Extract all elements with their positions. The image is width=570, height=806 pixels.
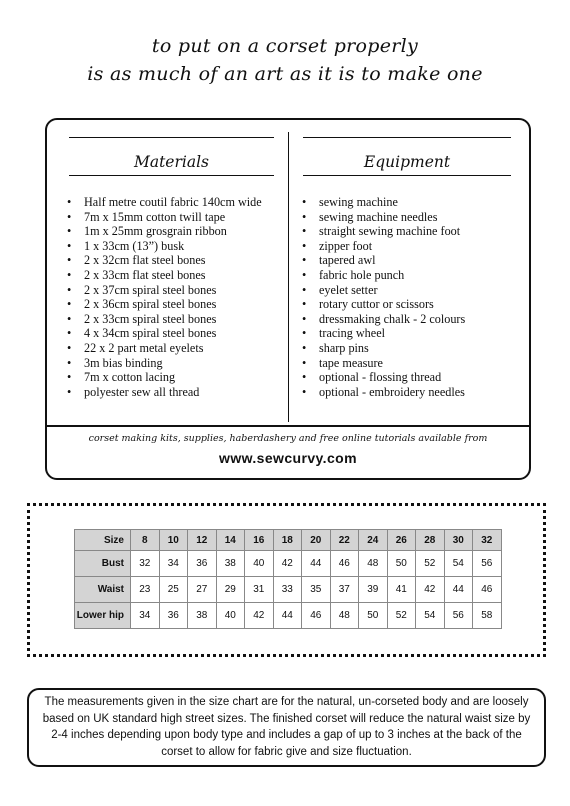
materials-item xyxy=(67,385,282,400)
bullet-icon: • xyxy=(67,340,72,355)
size-cell: 40 xyxy=(216,603,245,629)
equipment-item xyxy=(302,370,522,385)
materials-item xyxy=(67,283,282,298)
equipment-item-label: optional - flossing thread xyxy=(319,370,442,385)
size-row-label: Waist xyxy=(75,577,131,603)
materials-item xyxy=(67,341,282,356)
size-cell: 38 xyxy=(188,603,217,629)
bullet-icon: • xyxy=(302,195,307,209)
bullet-icon: • xyxy=(302,267,307,282)
materials-item-label: Half metre coutil fabric 140cm wide xyxy=(84,195,262,209)
equipment-item-label: optional - embroidery needles xyxy=(319,384,465,399)
equipment-item xyxy=(302,283,522,298)
materials-top-rule xyxy=(69,137,274,138)
equipment-item-label: dressmaking chalk - 2 colours xyxy=(319,311,466,326)
card-footer-divider xyxy=(47,425,529,427)
equipment-item xyxy=(302,239,522,254)
size-cell: 34 xyxy=(131,603,160,629)
materials-item xyxy=(67,297,282,312)
materials-item-label: 3m bias binding xyxy=(84,355,163,370)
materials-item-label: 1m x 25mm grosgrain ribbon xyxy=(84,224,227,239)
bullet-icon: • xyxy=(302,253,307,268)
size-cell: 35 xyxy=(302,577,331,603)
size-chart-box xyxy=(27,503,546,657)
bullet-icon: • xyxy=(67,209,72,224)
size-row xyxy=(75,551,502,577)
size-row-label: Lower hip xyxy=(75,603,131,629)
size-header-cell: 8 xyxy=(131,530,160,551)
size-cell: 38 xyxy=(216,551,245,577)
bullet-icon: • xyxy=(302,209,307,224)
size-cell: 39 xyxy=(359,577,388,603)
equipment-item-label: straight sewing machine foot xyxy=(319,224,461,239)
size-cell: 25 xyxy=(159,577,188,603)
size-row xyxy=(75,577,502,603)
materials-item xyxy=(67,253,282,268)
equipment-item-label: tape measure xyxy=(319,355,383,370)
size-cell: 36 xyxy=(159,603,188,629)
equipment-item-label: sewing machine needles xyxy=(319,209,438,224)
size-cell: 50 xyxy=(359,603,388,629)
materials-item xyxy=(67,268,282,283)
materials-item-label: polyester sew all thread xyxy=(84,384,200,399)
bullet-icon: • xyxy=(67,195,72,209)
materials-item xyxy=(67,326,282,341)
size-cell: 50 xyxy=(387,551,416,577)
equipment-item-label: sharp pins xyxy=(319,340,369,355)
bullet-icon: • xyxy=(302,370,307,385)
bullet-icon: • xyxy=(67,311,72,326)
equipment-item xyxy=(302,224,522,239)
size-row xyxy=(75,603,502,629)
size-cell: 52 xyxy=(387,603,416,629)
equipment-item-label: eyelet setter xyxy=(319,282,378,297)
materials-item-label: 7m x 15mm cotton twill tape xyxy=(84,209,226,224)
bullet-icon: • xyxy=(302,311,307,326)
equipment-item xyxy=(302,253,522,268)
size-header-cell: 32 xyxy=(473,530,502,551)
equipment-item-label: zipper foot xyxy=(319,238,373,253)
size-cell: 44 xyxy=(273,603,302,629)
size-header-cell: 10 xyxy=(159,530,188,551)
size-cell: 46 xyxy=(302,603,331,629)
bullet-icon: • xyxy=(67,282,72,297)
bullet-icon: • xyxy=(302,282,307,297)
size-cell: 42 xyxy=(273,551,302,577)
bullet-icon: • xyxy=(302,224,307,239)
size-cell: 32 xyxy=(131,551,160,577)
size-header-cell: 18 xyxy=(273,530,302,551)
headline-line-2: is as much of an art as it is to make one xyxy=(87,63,483,85)
equipment-item xyxy=(302,341,522,356)
materials-list xyxy=(67,195,282,399)
equipment-title-rule xyxy=(303,175,511,176)
materials-item-label: 1 x 33cm (13”) busk xyxy=(84,238,185,253)
bullet-icon: • xyxy=(302,340,307,355)
size-cell: 33 xyxy=(273,577,302,603)
materials-item xyxy=(67,312,282,327)
materials-item xyxy=(67,356,282,371)
bullet-icon: • xyxy=(67,238,72,253)
bullet-icon: • xyxy=(67,253,72,268)
materials-item xyxy=(67,224,282,239)
size-header-cell: 24 xyxy=(359,530,388,551)
materials-item-label: 2 x 32cm flat steel bones xyxy=(84,253,206,268)
equipment-item xyxy=(302,326,522,341)
size-row-label: Bust xyxy=(75,551,131,577)
size-cell: 29 xyxy=(216,577,245,603)
materials-item-label: 2 x 33cm spiral steel bones xyxy=(84,311,217,326)
size-cell: 58 xyxy=(473,603,502,629)
materials-item xyxy=(67,210,282,225)
materials-equipment-card xyxy=(45,118,531,480)
size-cell: 54 xyxy=(416,603,445,629)
column-divider xyxy=(288,132,289,422)
bullet-icon: • xyxy=(302,355,307,370)
bullet-icon: • xyxy=(302,297,307,312)
bullet-icon: • xyxy=(67,297,72,312)
equipment-item xyxy=(302,385,522,400)
bullet-icon: • xyxy=(67,326,72,341)
materials-item xyxy=(67,195,282,210)
equipment-title: Equipment xyxy=(363,153,451,171)
size-cell: 56 xyxy=(444,603,473,629)
equipment-item xyxy=(302,312,522,327)
size-cell: 48 xyxy=(330,603,359,629)
materials-item-label: 22 x 2 part metal eyelets xyxy=(84,340,204,355)
equipment-list xyxy=(302,195,522,399)
size-header-cell: 28 xyxy=(416,530,445,551)
size-cell: 42 xyxy=(416,577,445,603)
website-url[interactable]: www.sewcurvy.com xyxy=(219,450,357,466)
measurement-note-box xyxy=(27,688,546,767)
bullet-icon: • xyxy=(67,224,72,239)
size-cell: 52 xyxy=(416,551,445,577)
size-cell: 46 xyxy=(473,577,502,603)
materials-item-label: 7m x cotton lacing xyxy=(84,370,176,385)
equipment-item-label: fabric hole punch xyxy=(319,267,405,282)
size-cell: 44 xyxy=(444,577,473,603)
equipment-top-rule xyxy=(303,137,511,138)
size-header-cell: 14 xyxy=(216,530,245,551)
equipment-item xyxy=(302,268,522,283)
equipment-item-label: tapered awl xyxy=(319,253,376,268)
size-header-cell: 16 xyxy=(245,530,274,551)
size-header-cell: 30 xyxy=(444,530,473,551)
materials-title-rule xyxy=(69,175,274,176)
bullet-icon: • xyxy=(302,326,307,341)
size-header-cell: 26 xyxy=(387,530,416,551)
bullet-icon: • xyxy=(302,238,307,253)
equipment-item xyxy=(302,195,522,210)
size-cell: 48 xyxy=(359,551,388,577)
size-cell: 46 xyxy=(330,551,359,577)
equipment-item-label: rotary cuttor or scissors xyxy=(319,297,434,312)
bullet-icon: • xyxy=(67,370,72,385)
size-cell: 36 xyxy=(188,551,217,577)
size-header-label: Size xyxy=(75,530,131,551)
size-cell: 40 xyxy=(245,551,274,577)
bullet-icon: • xyxy=(67,384,72,399)
materials-item xyxy=(67,370,282,385)
materials-item-label: 2 x 36cm spiral steel bones xyxy=(84,297,217,312)
size-cell: 31 xyxy=(245,577,274,603)
measurement-note-text: The measurements given in the size chart are for the natural, un-corseted body and are loosely based on UK standard high street sizes. The finished corset will reduce the natural waist size by 2-4 inches depending upon body type and includes a gap of up to 3 inches at the back of the corset to allow for fabric give and size fluctuation. xyxy=(42,696,531,758)
bullet-icon: • xyxy=(67,267,72,282)
bullet-icon: • xyxy=(302,384,307,399)
equipment-item-label: tracing wheel xyxy=(319,326,385,341)
size-cell: 42 xyxy=(245,603,274,629)
equipment-item xyxy=(302,210,522,225)
size-chart-table xyxy=(74,529,502,629)
size-cell: 37 xyxy=(330,577,359,603)
equipment-item-label: sewing machine xyxy=(319,195,398,209)
materials-item xyxy=(67,239,282,254)
size-cell: 27 xyxy=(188,577,217,603)
size-cell: 34 xyxy=(159,551,188,577)
size-cell: 44 xyxy=(302,551,331,577)
materials-title: Materials xyxy=(133,153,210,171)
bullet-icon: • xyxy=(67,355,72,370)
supplies-note: corset making kits, supplies, haberdashery and free online tutorials available from xyxy=(88,433,488,444)
equipment-item xyxy=(302,356,522,371)
materials-item-label: 2 x 33cm flat steel bones xyxy=(84,267,206,282)
size-header-row xyxy=(75,530,502,551)
size-header-cell: 22 xyxy=(330,530,359,551)
size-cell: 23 xyxy=(131,577,160,603)
size-cell: 54 xyxy=(444,551,473,577)
size-cell: 56 xyxy=(473,551,502,577)
size-cell: 41 xyxy=(387,577,416,603)
size-header-cell: 12 xyxy=(188,530,217,551)
materials-item-label: 4 x 34cm spiral steel bones xyxy=(84,326,217,341)
equipment-item xyxy=(302,297,522,312)
size-header-cell: 20 xyxy=(302,530,331,551)
materials-item-label: 2 x 37cm spiral steel bones xyxy=(84,282,217,297)
headline-line-1: to put on a corset properly xyxy=(151,35,419,57)
